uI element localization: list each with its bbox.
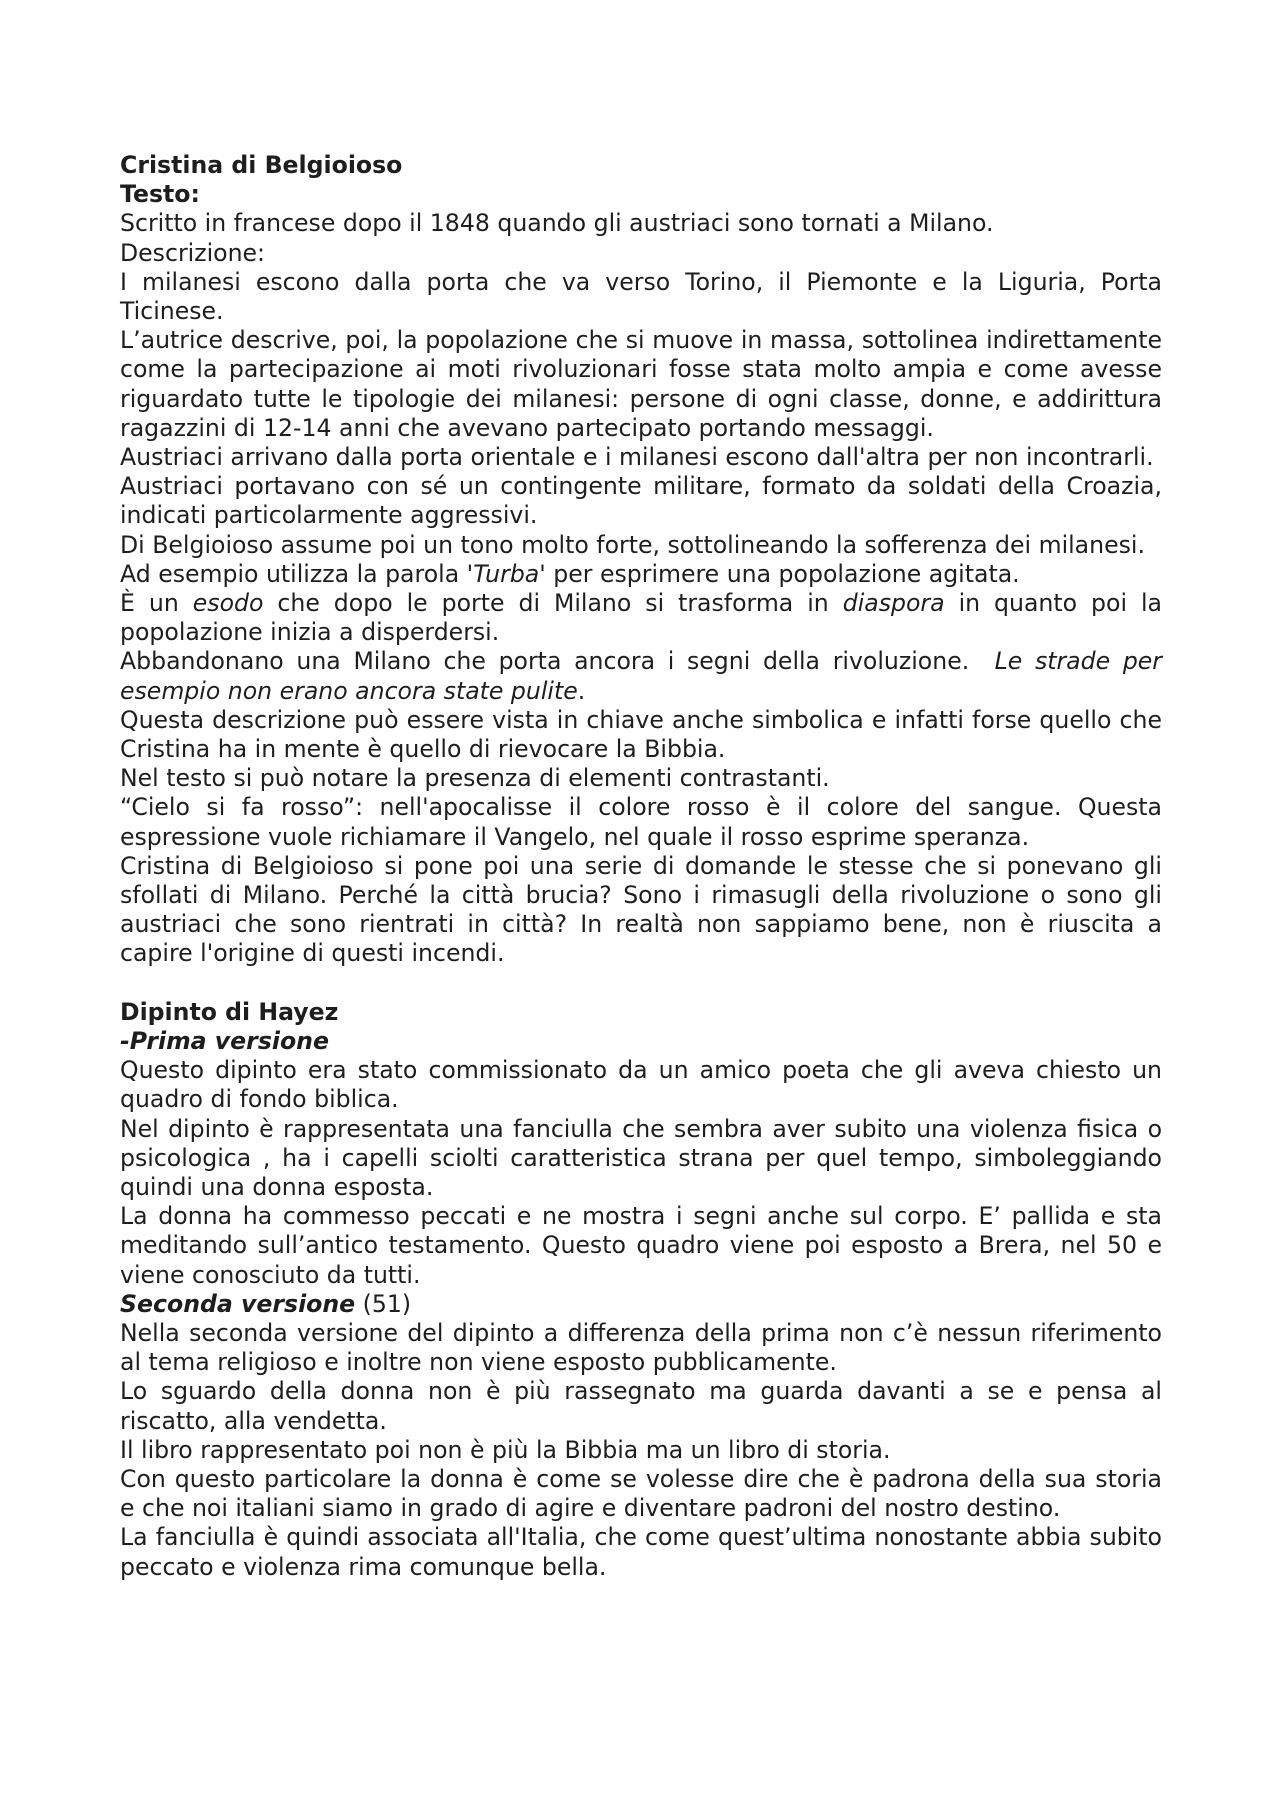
paragraph: Questa descrizione può essere vista in chiave anche simbolica e infatti forse quello che Cristina ha in mente è quello di rievocare la Bibbia. — [120, 705, 1162, 764]
seconda-versione-year: (51) — [355, 1289, 412, 1318]
text-run: in quanto poi la popolazione inizia a disperdersi. — [120, 589, 1162, 647]
text-run: ' per esprimere una popolazione agitata. — [539, 559, 1020, 588]
section-title-belgioioso: Cristina di Belgioioso — [120, 151, 403, 179]
paragraph: Il libro rappresentato poi non è più la Bibbia ma un libro di storia. — [120, 1435, 891, 1464]
paragraph-turba — [120, 560, 1162, 589]
italic-run: Le strade per esempio non erano ancora state pulite — [120, 647, 1163, 705]
paragraph: Nella seconda versione del dipinto a differenza della prima non c’è nessun riferimento al tema religioso e inoltre non viene esposto pubblicamente. — [120, 1318, 1162, 1377]
paragraph: Austriaci portavano con sé un contingente militare, formato da soldati della Croazia, indicati particolarmente aggressivi. — [120, 472, 1162, 530]
text-run: che dopo le porte di Milano si trasforma in — [263, 589, 843, 618]
paragraph: Cristina di Belgioioso si pone poi una serie di domande le stesse che si ponevano gli sfollati di Milano. Perché la città brucia? Sono i rimasugli della rivoluzione o sono gli austriaci che sono rientrati in città? In realtà non sappiamo bene, non è riuscita a capire l'origine di questi incendi. — [120, 851, 1162, 968]
seconda-versione-heading — [120, 1290, 1162, 1319]
paragraph: Descrizione: — [120, 238, 265, 267]
paragraph: Lo sguardo della donna non è più rassegnato ma guarda davanti a se e pensa al riscatto, alla vendetta. — [120, 1377, 1162, 1435]
paragraph: Austriaci arrivano dalla porta orientale e i milanesi escono dall'altra per non incontrarli. — [120, 443, 1154, 472]
paragraph: Questo dipinto era stato commissionato da un amico poeta che gli aveva chiesto un quadro di fondo biblica. — [120, 1056, 1162, 1114]
paragraph: I milanesi escono dalla porta che va verso Torino, il Piemonte e la Liguria, Porta Ticinese. — [120, 267, 1162, 326]
spacer — [120, 969, 1162, 998]
paragraph: Nel testo si può notare la presenza di elementi contrastanti. — [120, 764, 830, 793]
italic-run: Turba — [473, 559, 540, 588]
paragraph: La fanciulla è quindi associata all'Italia, che come quest’ultima nonostante abbia subito peccato e violenza rima comunque bella. — [120, 1523, 1162, 1581]
paragraph: Nel dipinto è rappresentata una fanciulla che sembra aver subito una violenza fisica o psicologica , ha i capelli sciolti caratteristica strana per quel tempo, simboleggiando quindi una donna esposta. — [120, 1114, 1162, 1201]
text-run: Abbandonano una Milano che porta ancora i segni della rivoluzione. — [120, 647, 995, 676]
text-run: Ad esempio utilizza la parola ' — [120, 559, 474, 588]
paragraph: L’autrice descrive, poi, la popolazione che si muove in massa, sottolinea indirettamente come la partecipazione ai moti rivoluzionari fosse stata molto ampia e come avesse riguardato tutte le tipologie dei milanesi: persone di ogni classe, donne, e addirittura ragazzini di 12-14 anni che avevano partecipato portando messaggi. — [120, 326, 1162, 442]
paragraph: Con questo particolare la donna è come se volesse dire che è padrona della sua storia e che noi italiani siamo in grado di agire e diventare padroni del nostro destino. — [120, 1464, 1162, 1523]
testo-label: Testo: — [120, 180, 200, 209]
text-run: È un — [120, 589, 193, 618]
italic-run: esodo — [192, 589, 264, 618]
paragraph-esodo — [120, 589, 1162, 647]
italic-run: diaspora — [842, 589, 945, 618]
section-title-hayez: Dipinto di Hayez — [120, 997, 339, 1026]
paragraph: La donna ha commesso peccati e ne mostra i segni anche sul corpo. E’ pallida e sta meditando sull’antico testamento. Questo quadro viene poi esposto a Brera, nel 50 e viene conosciuto da tutti. — [120, 1202, 1162, 1289]
paragraph-strade — [120, 647, 1162, 705]
text-run: . — [577, 676, 586, 705]
paragraph: Di Belgioioso assume poi un tono molto forte, sottolineando la sofferenza dei milanesi. — [120, 530, 1145, 559]
prima-versione-label: -Prima versione — [120, 1026, 329, 1055]
seconda-versione-label: Seconda versione — [120, 1289, 356, 1318]
paragraph: Scritto in francese dopo il 1848 quando gli austriaci sono tornati a Milano. — [120, 209, 994, 238]
paragraph: “Cielo si fa rosso”: nell'apocalisse il colore rosso è il colore del sangue. Questa espressione vuole richiamare il Vangelo, nel quale il rosso esprime speranza. — [120, 793, 1162, 851]
